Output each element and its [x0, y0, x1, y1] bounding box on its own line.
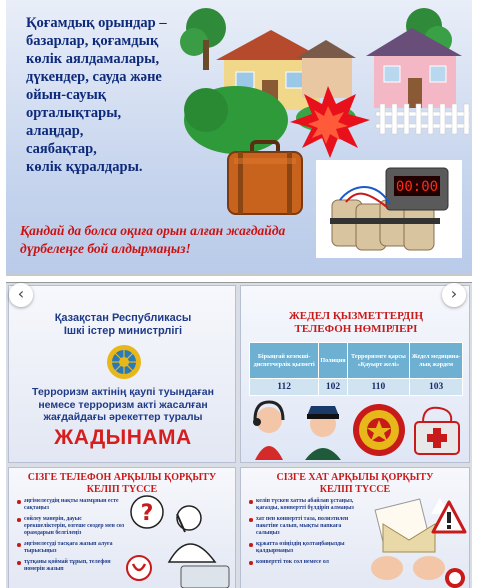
phone-number: 103	[410, 379, 463, 396]
poster-line: ойын-сауық	[26, 87, 107, 103]
poster-line: орталықтары,	[26, 105, 122, 121]
anti-terror-emblem-icon	[353, 404, 405, 456]
ministry-line: Ішкі істер министрлігі	[63, 325, 183, 337]
panic-warning: Қандай да болса оқиға орын алған жағдайда дүрбелеңге бой алдырмаңыз!	[20, 223, 286, 256]
letter-threat-panel	[240, 467, 470, 588]
letter-illustration	[365, 494, 469, 588]
phone-call-illustration	[125, 492, 233, 588]
emergency-phones-panel	[240, 285, 470, 463]
carousel-next-button[interactable]: ›	[442, 283, 466, 307]
phone-number: 110	[347, 379, 410, 396]
bomb-panel	[316, 160, 462, 258]
police-officer-icon	[305, 406, 341, 460]
letter-threat-list	[249, 498, 357, 570]
public-places-poster	[6, 0, 472, 276]
phone-threat-panel	[8, 467, 236, 588]
phones-title-line: ЖЕДЕЛ ҚЫЗМЕТТЕРДІҢ	[288, 310, 424, 322]
houses-illustration	[176, 0, 472, 170]
phones-table	[249, 342, 463, 396]
phone-number: 112	[250, 379, 319, 396]
list-item: құжатта өзіңіздің қолтаңбаңызды қалдырмаңыз	[249, 541, 357, 555]
list-item: конвертті ток сол немесе ол	[249, 559, 357, 566]
emergency-services-icons	[247, 398, 467, 460]
memo-panel	[8, 285, 236, 463]
phones-header-cell: Жедел медицина-лық жәрдем	[410, 343, 463, 379]
list-item: әңгімелесуді тасқаға жазып алуға тырысыңыз	[17, 541, 125, 555]
list-item: хат пен конвертті таза, полиэтилен пакетіне салып, мықты папкаға салыңыз	[249, 516, 357, 537]
phones-header-cell: Терроризмге қарсы «Қауырт желі»	[347, 343, 410, 379]
time-bomb-icon	[316, 160, 462, 258]
phone-threat-title-line: СІЗГЕ ТЕЛЕФОН АРҚЫЛЫ ҚОРҚЫТУ	[27, 472, 217, 483]
kazakhstan-emblem-icon	[105, 344, 143, 380]
phones-header-cell: Бірыңғай кезекші-диспетчерлік қызметі	[250, 343, 319, 379]
memo-subtitle-line: Терроризм актінің қаупі туындаған	[32, 386, 214, 398]
ministry-line: Қазақстан Республикасы	[54, 312, 192, 324]
letter-threat-title-line: КЕЛІП ТҮССЕ	[319, 483, 391, 495]
poster-line: саябақтар,	[26, 141, 97, 157]
svg-text:?: ?	[140, 501, 154, 526]
memo-subtitle-line: немесе терроризм акті жасалған	[38, 398, 208, 411]
phone-threat-title-line: КЕЛІП ТҮССЕ	[86, 483, 158, 495]
list-item: сөйлеу мәнерін, дауыс ерекшеліктерін, өзгеше сөздер мен сөз орамдарын белгілеңіз	[17, 516, 125, 537]
ministry-heading	[9, 312, 236, 338]
operator-icon	[253, 402, 283, 460]
public-places-list	[26, 14, 198, 176]
phones-title	[241, 310, 470, 335]
carousel-prev-button[interactable]: ‹	[9, 283, 33, 307]
memo-subtitle-line: жағдайдағы әрекеттер туралы	[43, 411, 203, 423]
poster-line: алаңдар,	[26, 123, 84, 139]
suitcase-icon	[224, 140, 306, 218]
letter-threat-title-line: СІЗГЕ ХАТ АРҚЫЛЫ ҚОРҚЫТУ	[276, 472, 434, 483]
list-item: әңгімелесудің нақты мазмұнын есте сақтаңыз	[17, 498, 125, 512]
poster-line: көлік аялдамалары,	[26, 51, 160, 67]
memo-title: ЖАДЫНАМА	[54, 426, 192, 449]
phone-number: 102	[319, 379, 347, 396]
phones-number-row	[250, 379, 463, 396]
image-carousel[interactable]	[6, 282, 472, 588]
poster-line: базарлар, қоғамдық	[26, 33, 159, 49]
phones-header-row	[250, 343, 463, 379]
list-item: келіп түскен хатты абайлап ұстаңыз, қағазды, конвертті бүлдіріп алмаңыз	[249, 498, 357, 512]
timer-display: 00:00	[395, 179, 439, 195]
poster-line: көлік құралдары.	[26, 159, 143, 175]
letter-threat-title	[241, 472, 469, 495]
poster-line: дүкендер, сауда және	[26, 69, 162, 85]
medical-kit-icon	[415, 408, 459, 454]
phones-title-line: ТЕЛЕФОН НӨМІРЛЕРІ	[294, 322, 418, 335]
memo-subtitle	[9, 386, 236, 424]
poster-line: Қоғамдық орындар –	[26, 15, 167, 31]
list-item: тұтқаны қоймай тұрып, телефон номерін жазып	[17, 559, 125, 573]
phone-threat-list	[17, 498, 125, 577]
phones-header-cell: Полиция	[319, 343, 347, 379]
